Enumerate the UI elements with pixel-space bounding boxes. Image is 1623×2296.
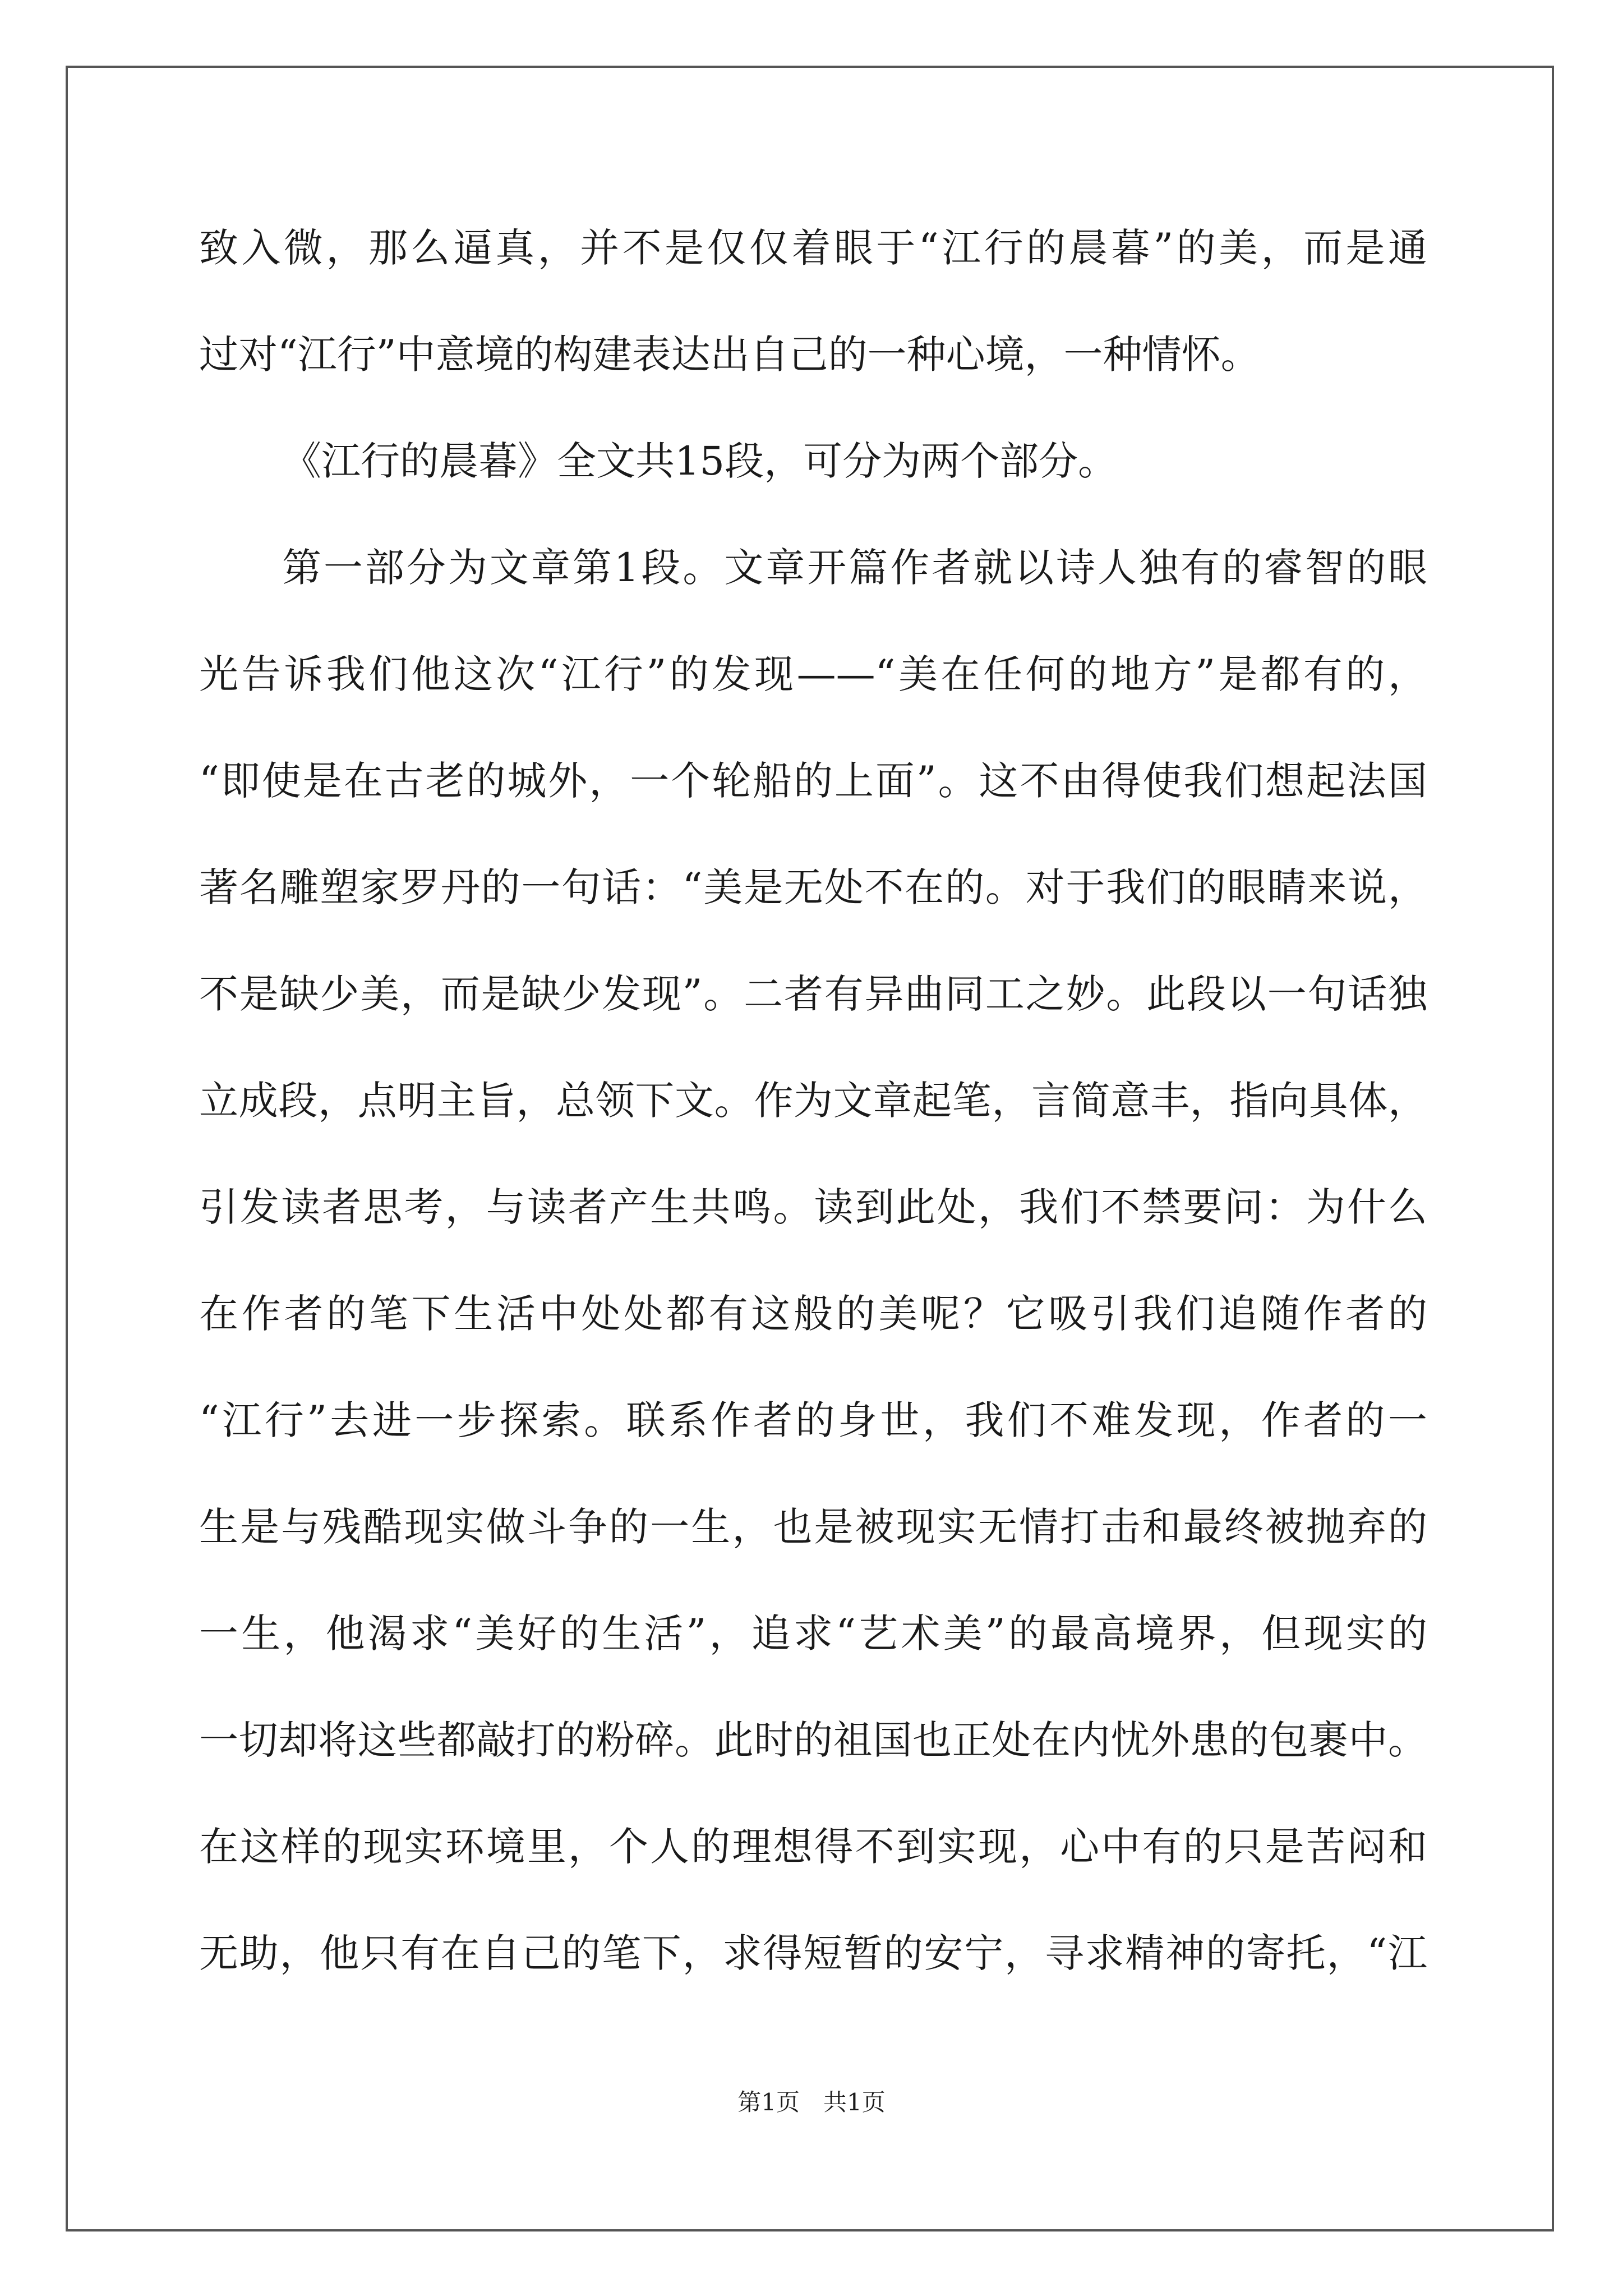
paragraph-line-4: 第一部分为文章第1段。文章开篇作者就以诗人独有的睿智的眼 bbox=[282, 545, 1427, 591]
paragraph-line-11: 在作者的笔下生活中处处都有这般的美呢？它吸引我们追随作者的 bbox=[199, 1291, 1427, 1337]
paragraph-line-13: 生是与残酷现实做斗争的一生，也是被现实无情打击和最终被抛弃的 bbox=[199, 1504, 1427, 1550]
paragraph-line-7: 著名雕塑家罗丹的一句话：“美是无处不在的。对于我们的眼睛来说， bbox=[199, 864, 1427, 910]
paragraph-line-6: “即使是在古老的城外，一个轮船的上面”。这不由得使我们想起法国 bbox=[199, 758, 1427, 804]
paragraph-line-17: 无助，他只有在自己的笔下，求得短暂的安宁，寻求精神的寄托，“江 bbox=[199, 1930, 1427, 1976]
paragraph-line-12: “江行”去进一步探索。联系作者的身世，我们不难发现，作者的一 bbox=[199, 1397, 1427, 1443]
paragraph-line-8: 不是缺少美，而是缺少发现”。二者有异曲同工之妙。此段以一句话独 bbox=[199, 971, 1427, 1017]
paragraph-line-10: 引发读者思考，与读者产生共鸣。读到此处，我们不禁要问：为什么 bbox=[199, 1184, 1427, 1230]
paragraph-line-1: 致入微，那么逼真，并不是仅仅着眼于“江行的晨暮”的美，而是通 bbox=[199, 225, 1427, 271]
paragraph-line-2: 过对“江行”中意境的构建表达出自己的一种心境，一种情怀。 bbox=[199, 332, 1260, 378]
paragraph-line-16: 在这样的现实环境里，个人的理想得不到实现，心中有的只是苦闷和 bbox=[199, 1824, 1427, 1870]
page-number-footer: 第1页 共1页 bbox=[737, 2088, 886, 2116]
paragraph-line-3: 《江行的晨暮》全文共15段，可分为两个部分。 bbox=[282, 438, 1118, 484]
paragraph-line-15: 一切却将这些都敲打的粉碎。此时的祖国也正处在内忧外患的包裹中。 bbox=[199, 1717, 1427, 1763]
paragraph-line-9: 立成段，点明主旨，总领下文。作为文章起笔，言简意丰，指向具体， bbox=[199, 1078, 1427, 1124]
paragraph-line-5: 光告诉我们他这次“江行”的发现——“美在任何的地方”是都有的， bbox=[199, 651, 1427, 697]
page-border bbox=[66, 66, 1554, 2231]
paragraph-line-14: 一生，他渴求“美好的生活”，追求“艺术美”的最高境界，但现实的 bbox=[199, 1611, 1427, 1657]
